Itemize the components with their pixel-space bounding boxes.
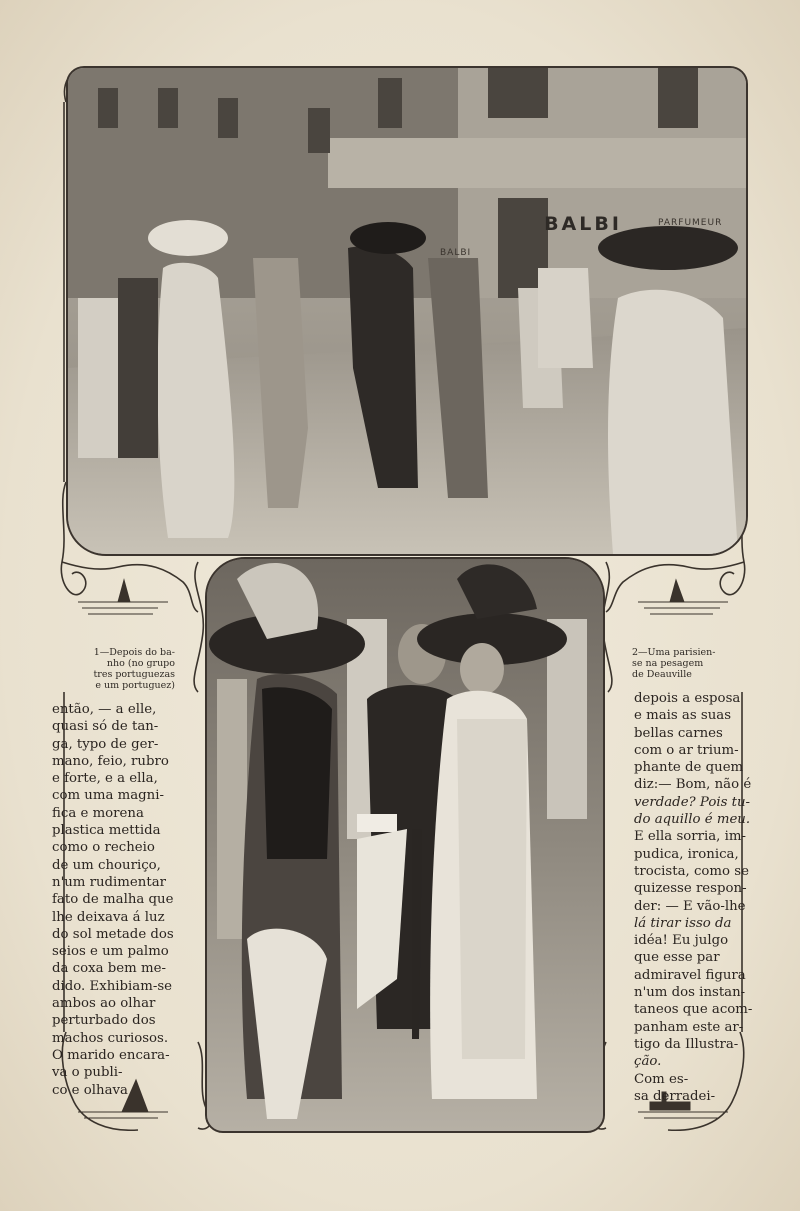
text-line: verdade? Pois tu- [634, 794, 751, 810]
shop-sign-right: PARFUMEUR [658, 218, 723, 228]
text-line: E ella sorria, im- [634, 829, 746, 845]
text-line: quizesse respon- [634, 881, 747, 897]
text-line: taneos que acom- [634, 1002, 753, 1018]
caption-photo-1 [80, 647, 175, 691]
caption-photo-2 [632, 647, 732, 680]
caption-1-line: 1—Depois do ba- [93, 647, 175, 658]
text-line: plastica mettida [52, 823, 161, 839]
text-line: então, — a elle, [52, 702, 157, 717]
caption-1-line: nho (no grupo [106, 658, 175, 669]
text-line: perturbado dos [52, 1013, 156, 1029]
text-line: n'um dos instan- [634, 985, 746, 1001]
article-text-left-column [52, 701, 178, 1099]
caption-1-line: tres portuguezas [93, 669, 175, 680]
text-line: idéa! Eu julgo [634, 933, 729, 949]
text-line: ção. [634, 1054, 662, 1070]
caption-1-line: e um portuguez) [95, 680, 175, 691]
text-line: depois a esposa [634, 691, 741, 706]
text-line: der: — E vão-lhe [634, 898, 746, 914]
text-line: como o recheio [52, 840, 155, 856]
text-line: Com es- [634, 1071, 689, 1087]
text-line: que esse par [634, 950, 720, 966]
text-line: com o ar trium- [634, 742, 739, 758]
text-line: do aquillo é meu. [634, 812, 751, 828]
text-line: lá tirar isso da [634, 915, 732, 931]
text-line: tigo da Illustra- [634, 1036, 739, 1052]
text-line: panham este ar- [634, 1019, 744, 1035]
text-line: de um chouriço, [52, 857, 161, 873]
photo-street-group [66, 66, 748, 556]
text-line: pudica, ironica, [634, 846, 739, 862]
text-line: phante de quem [634, 760, 744, 776]
text-line: com uma magni- [52, 788, 164, 804]
text-line: da coxa bem me- [52, 961, 166, 977]
text-line: seios e um palmo [52, 944, 169, 960]
text-line: e mais as suas [634, 708, 732, 724]
text-line: mano, feio, rubro [52, 753, 169, 769]
caption-2-line: 2—Uma parisien- [632, 647, 716, 658]
text-line: lhe deixava á luz [52, 909, 165, 925]
photo-deauville-weighing [205, 557, 605, 1133]
caption-2-line: de Deauville [632, 669, 692, 680]
text-line: trocista, como se [634, 863, 749, 879]
text-line: quasi só de tan- [52, 719, 159, 735]
text-line: diz:— Bom, não é [634, 777, 752, 793]
text-line: va o publi- [52, 1065, 123, 1081]
text-line: admiravel figura [634, 967, 746, 983]
text-line: fato de malha que [52, 892, 174, 908]
caption-2-line: se na pesagem [632, 658, 704, 669]
text-line: dido. Exhibiam-se [52, 978, 173, 994]
shop-sign-left: BALBI [440, 248, 472, 258]
text-line: ga, typo de ger- [52, 736, 159, 752]
article-text-right-column [634, 690, 752, 1105]
text-line: ambos ao olhar [52, 996, 156, 1012]
text-line: fica e morena [52, 805, 144, 821]
text-line: machos curiosos. [52, 1030, 169, 1046]
text-line: do sol metade dos [52, 926, 174, 942]
text-line: e forte, e a ella, [52, 771, 158, 787]
text-line: sa derradei- [634, 1088, 716, 1104]
shop-sign-balbi: BALBI [544, 213, 622, 235]
text-line: O marido encara- [52, 1047, 170, 1063]
text-line: co e olhava [52, 1082, 128, 1098]
text-line: n'um rudimentar [52, 874, 166, 890]
text-line: bellas carnes [634, 725, 723, 741]
